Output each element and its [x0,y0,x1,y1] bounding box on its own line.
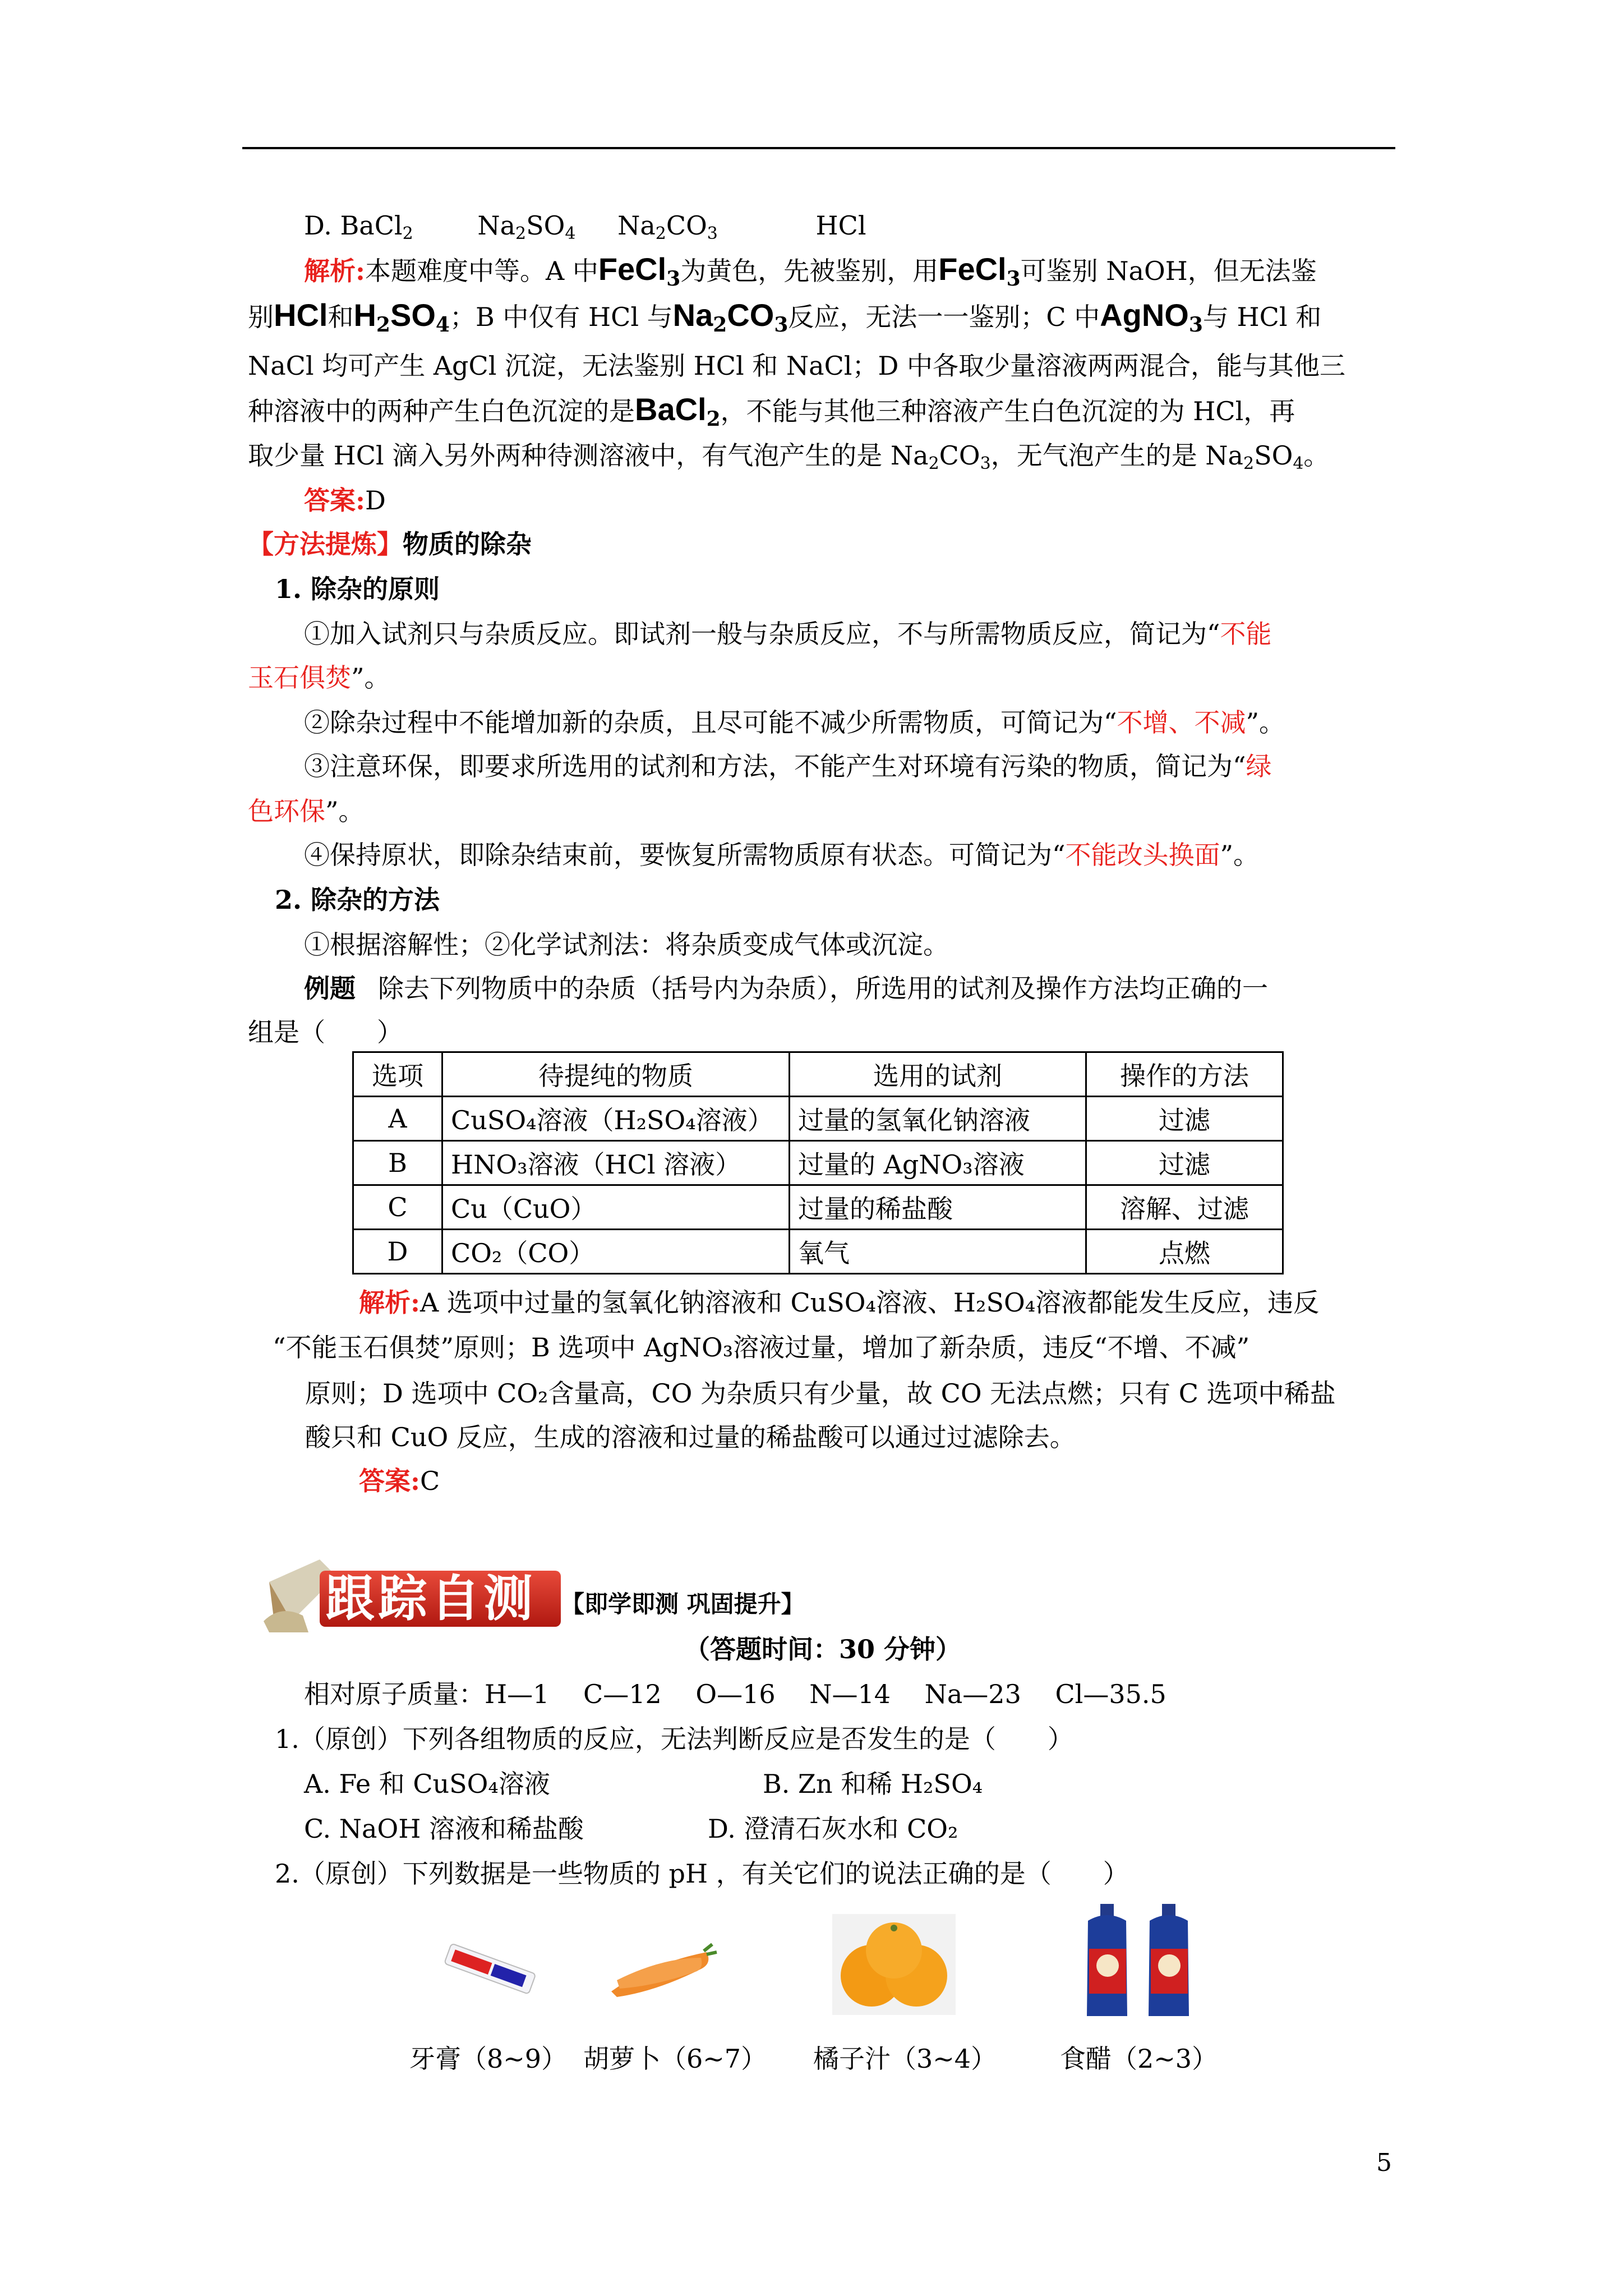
banner-subtitle: 【即学即测 巩固提升】 [561,1590,805,1618]
question-1-option-d: D. 澄清石灰水和 CO₂ [708,1814,958,1844]
table-header-cell: 选项 [353,1052,442,1097]
table-cell-method: 溶解、过滤 [1086,1185,1283,1230]
question-1-stem: 1.（原创）下列各组物质的反应，无法判断反应是否发生的是（ ） [275,1724,1073,1754]
principle-1-line1: ①加入试剂只与杂质反应。即试剂一般与杂质反应，不与所需物质反应，简记为“不能 [304,619,1272,649]
answer2: 答案:C [359,1466,440,1496]
table-cell-option: C [353,1185,442,1230]
table-cell-substance: CuSO₄溶液（H₂SO₄溶液） [442,1097,790,1141]
table-header-row [353,1052,1283,1097]
table-cell-reagent: 过量的氢氧化钠溶液 [790,1097,1086,1141]
principle-4: ④保持原状，即除杂结束前，要恢复所需物质原有状态。可简记为“不能改头换面”。 [304,840,1260,870]
question-1-option-b: B. Zn 和稀 H₂SO₄ [763,1769,983,1799]
analysis1-line4: 种溶液中的两种产生白色沉淀的是BaCl$_2$，不能与其他三种溶液产生白色沉淀的为 HCl，再 [248,392,1295,431]
header-rule [242,147,1395,149]
table-cell-substance: CO₂（CO） [442,1230,790,1274]
table-cell-substance: Cu（CuO） [442,1185,790,1230]
answer-time: （答题时间：30 分钟） [684,1634,962,1664]
example-line1: 例题 除去下列物质中的杂质（括号内为杂质），所选用的试剂及操作方法均正确的一 [304,973,1268,1004]
analysis2-line3: 原则；D 选项中 CO₂含量高，CO 为杂质只有少量，故 CO 无法点燃；只有 C 选项中稀盐 [305,1378,1336,1409]
table-row [353,1185,1283,1230]
page-number: 5 [1376,2148,1392,2177]
example-table [352,1051,1284,1274]
analysis1-line1: 解析:本题难度中等。A 中FeCl$_3$为黄色，先被鉴别，用FeCl$_3$可鉴别 NaOH，但无法鉴 [304,251,1317,291]
option-d-line: D. BaCl$_2$ $Na_2SO_4$ $Na_2CO_3$ HCl [304,210,866,243]
atomic-mass: 相对原子质量：H—1 C—12 O—16 N—14 Na—23 Cl—35.5 [304,1679,1166,1709]
principle-3-line2: 色环保”。 [248,796,365,826]
orange-juice-label: 橘子汁（3~4） [813,2044,997,2074]
analysis2-line1: 解析:A 选项中过量的氢氧化钠溶液和 CuSO₄溶液、H₂SO₄溶液都能发生反应，违反 [359,1287,1320,1318]
method-heading: 【方法提炼】物质的除杂 [248,529,532,559]
table-cell-reagent: 过量的稀盐酸 [790,1185,1086,1230]
self-test-banner [258,1554,847,1638]
table-cell-method: 点燃 [1086,1230,1283,1274]
table-cell-option: A [353,1097,442,1141]
toothpaste-image [437,1935,538,2014]
question-1-option-c: C. NaOH 溶液和稀盐酸 [304,1814,584,1844]
table-cell-method: 过滤 [1086,1141,1283,1185]
table-row [353,1230,1283,1274]
carrot-label: 胡萝卜（6~7） [583,2044,767,2074]
table-cell-reagent: 氧气 [790,1230,1086,1274]
principle-3-line1: ③注意环保，即要求所选用的试剂和方法，不能产生对环境有污染的物质，简记为“绿 [304,751,1272,781]
table-cell-option: B [353,1141,442,1185]
analysis1-line5: 取少量 HCl 滴入另外两种待测溶液中，有气泡产生的是 $Na_2CO_3$，无气泡产生的是 $Na_2SO_4$。 [248,440,1330,473]
analysis1-line2: 别HCl和$H_2SO_4$；B 中仅有 HCl 与$Na_2CO_3$反应，无法一一鉴别；C 中AgNO$_3$与 HCl 和 [248,297,1322,337]
principle-1-line2: 玉石俱焚”。 [248,662,390,693]
table-header-cell: 选用的试剂 [790,1052,1086,1097]
table-cell-substance: HNO₃溶液（HCl 溶液） [442,1141,790,1185]
table-cell-method: 过滤 [1086,1097,1283,1141]
question-2-stem: 2.（原创）下列数据是一些物质的 pH ，有关它们的说法正确的是（ ） [275,1858,1129,1889]
table-header-cell: 待提纯的物质 [442,1052,790,1097]
answer1: 答案:D [304,485,386,516]
toothpaste-label: 牙膏（8~9） [409,2044,568,2074]
table-cell-option: D [353,1230,442,1274]
analysis2-line2: “不能玉石俱焚”原则；B 选项中 AgNO₃溶液过量，增加了新杂质，违反“不增、不减” [273,1332,1250,1363]
principle-heading: 1. 除杂的原则 [275,574,440,604]
analysis2-line4: 酸只和 CuO 反应，生成的溶液和过量的稀盐酸可以通过过滤除去。 [305,1422,1076,1452]
table-header-cell: 操作的方法 [1086,1052,1283,1097]
carrot-image [606,1941,718,2008]
vinegar-image [1077,1904,1200,2022]
table-row [353,1141,1283,1185]
table-cell-reagent: 过量的 AgNO₃溶液 [790,1141,1086,1185]
table-row [353,1097,1283,1141]
principle-2: ②除杂过程中不能增加新的杂质，且尽可能不减少所需物质，可简记为“不增、不减”。 [304,707,1285,738]
methods-text: ①根据溶解性；②化学试剂法：将杂质变成气体或沉淀。 [304,930,949,960]
banner-title: 跟踪自测 [325,1570,537,1627]
example-line2: 组是（ ） [248,1017,403,1047]
orange-image [832,1914,956,2015]
analysis1-line3: NaCl 均可产生 AgCl 沉淀，无法鉴别 HCl 和 NaCl；D 中各取少量溶液两两混合，能与其他三 [248,351,1345,381]
question-1-option-a: A. Fe 和 CuSO₄溶液 [304,1769,550,1799]
methods-heading: 2. 除杂的方法 [275,885,440,915]
vinegar-label: 食醋（2~3） [1060,2044,1218,2074]
